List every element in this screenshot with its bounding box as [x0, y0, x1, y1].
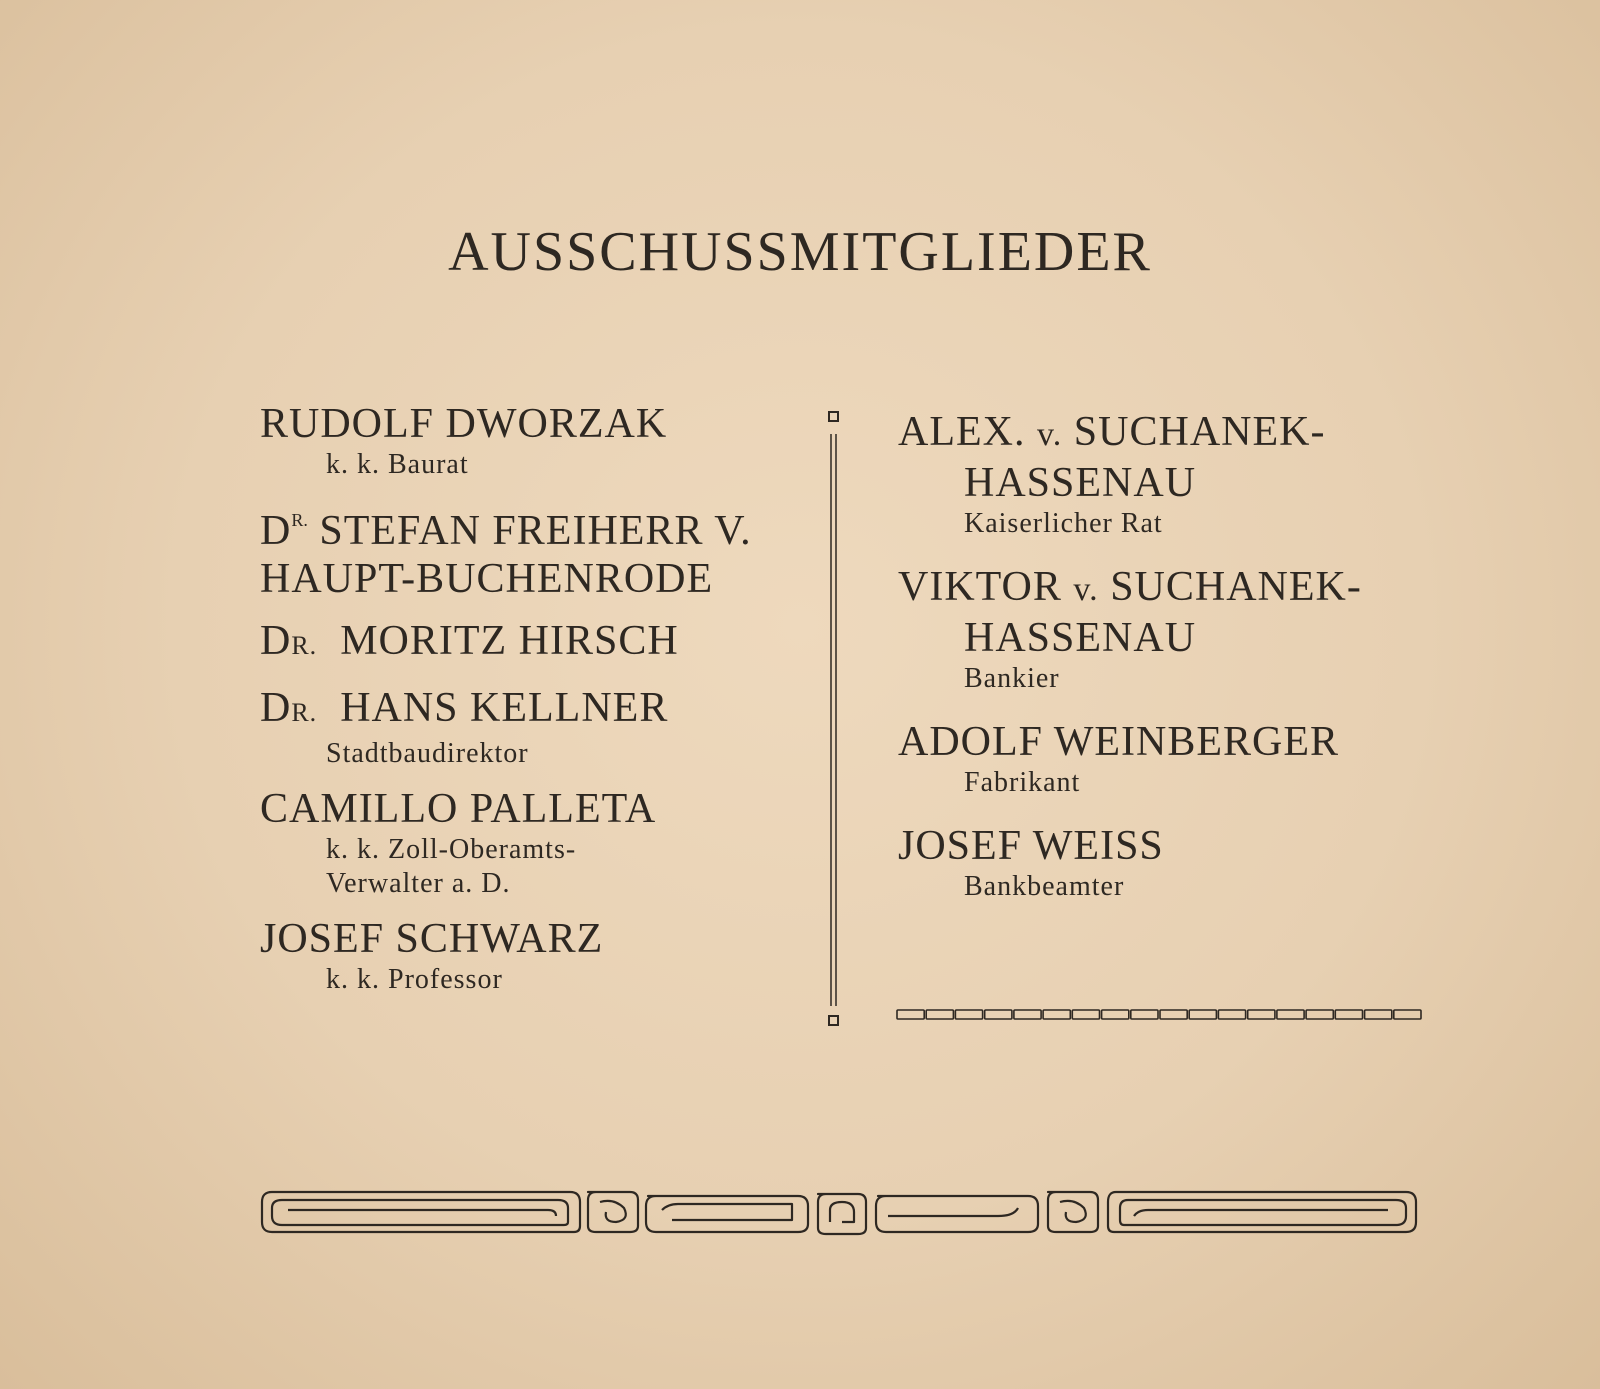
- member-name: ADOLF WEINBERGER: [898, 719, 1340, 765]
- member-entry: [260, 617, 800, 670]
- member-role: Kaiserlicher Rat: [964, 508, 1163, 539]
- member-name-line1: STEFAN FREIHERR V.: [319, 508, 752, 554]
- member-role: k. k. Professor: [326, 964, 503, 995]
- column-divider: [826, 410, 842, 1030]
- title-prefix-sup: R.: [291, 510, 308, 530]
- member-name: [898, 408, 1458, 507]
- chain-link: [955, 1010, 982, 1019]
- member-entry: [898, 718, 1458, 800]
- chain-link: [1189, 1010, 1216, 1019]
- chain-link: [1394, 1010, 1421, 1019]
- name-particle: v.: [1073, 571, 1099, 608]
- member-name: RUDOLF DWORZAK: [260, 401, 668, 447]
- chain-link: [1072, 1010, 1099, 1019]
- member-name-line2: HASSENAU: [964, 615, 1197, 661]
- member-entry: [260, 915, 800, 997]
- chain-link: [1218, 1010, 1245, 1019]
- chain-link: [1102, 1010, 1129, 1019]
- member-entry: [260, 400, 800, 482]
- member-name-text: HANS KELLNER: [340, 685, 669, 731]
- title-prefix: D: [260, 618, 292, 664]
- chain-link: [1365, 1010, 1392, 1019]
- member-role: k. k. Baurat: [326, 449, 469, 480]
- page-title: AUSSCHUSSMITGLIEDER: [448, 221, 1152, 283]
- chain-rule-ornament: [896, 1008, 1422, 1022]
- right-column: [898, 408, 1458, 918]
- member-name-part: SUCHANEK-: [1110, 564, 1362, 610]
- member-name: JOSEF SCHWARZ: [260, 916, 604, 962]
- member-name: [898, 563, 1458, 662]
- member-entry: [898, 563, 1458, 696]
- chain-link: [985, 1010, 1012, 1019]
- title-prefix: D: [260, 685, 292, 731]
- left-column: [260, 400, 800, 1011]
- member-entry: [260, 496, 800, 603]
- chain-link: [1277, 1010, 1304, 1019]
- chain-link: [1131, 1010, 1158, 1019]
- member-name-line2: HASSENAU: [964, 460, 1197, 506]
- member-name-line2: HAUPT-BUCHENRODE: [260, 556, 714, 602]
- title-prefix-sup: R.: [291, 698, 318, 727]
- chain-link: [1160, 1010, 1187, 1019]
- member-entry: [260, 684, 800, 771]
- member-role: k. k. Zoll-Oberamts-: [326, 834, 577, 865]
- member-name-text: MORITZ HIRSCH: [340, 618, 679, 664]
- chain-link: [1014, 1010, 1041, 1019]
- chain-link: [897, 1010, 924, 1019]
- member-name: JOSEF WEISS: [898, 823, 1164, 869]
- title-prefix-sup: R.: [291, 631, 318, 660]
- member-name-part: VIKTOR: [898, 564, 1062, 610]
- member-name: CAMILLO PALLETA: [260, 786, 657, 832]
- chain-link: [926, 1010, 953, 1019]
- member-entry: [898, 408, 1458, 541]
- member-name: [260, 496, 800, 555]
- member-name: [260, 684, 800, 737]
- member-role: Bankier: [964, 663, 1060, 694]
- member-role: Bankbeamter: [964, 871, 1125, 902]
- chain-link: [1306, 1010, 1333, 1019]
- member-role: Stadtbaudirektor: [326, 738, 529, 769]
- member-name-part: ALEX.: [898, 409, 1026, 455]
- chain-link: [1335, 1010, 1362, 1019]
- member-name-part: SUCHANEK-: [1073, 409, 1326, 455]
- member-entry: [260, 785, 800, 901]
- chain-link: [1043, 1010, 1070, 1019]
- member-entry: [898, 822, 1458, 904]
- bottom-ornament: [258, 1186, 1420, 1238]
- member-role: Fabrikant: [964, 767, 1081, 798]
- name-particle: v.: [1036, 416, 1063, 453]
- chain-link: [1248, 1010, 1275, 1019]
- member-role-line2: Verwalter a. D.: [326, 868, 511, 899]
- title-prefix: D: [260, 508, 292, 554]
- member-name: [260, 617, 800, 670]
